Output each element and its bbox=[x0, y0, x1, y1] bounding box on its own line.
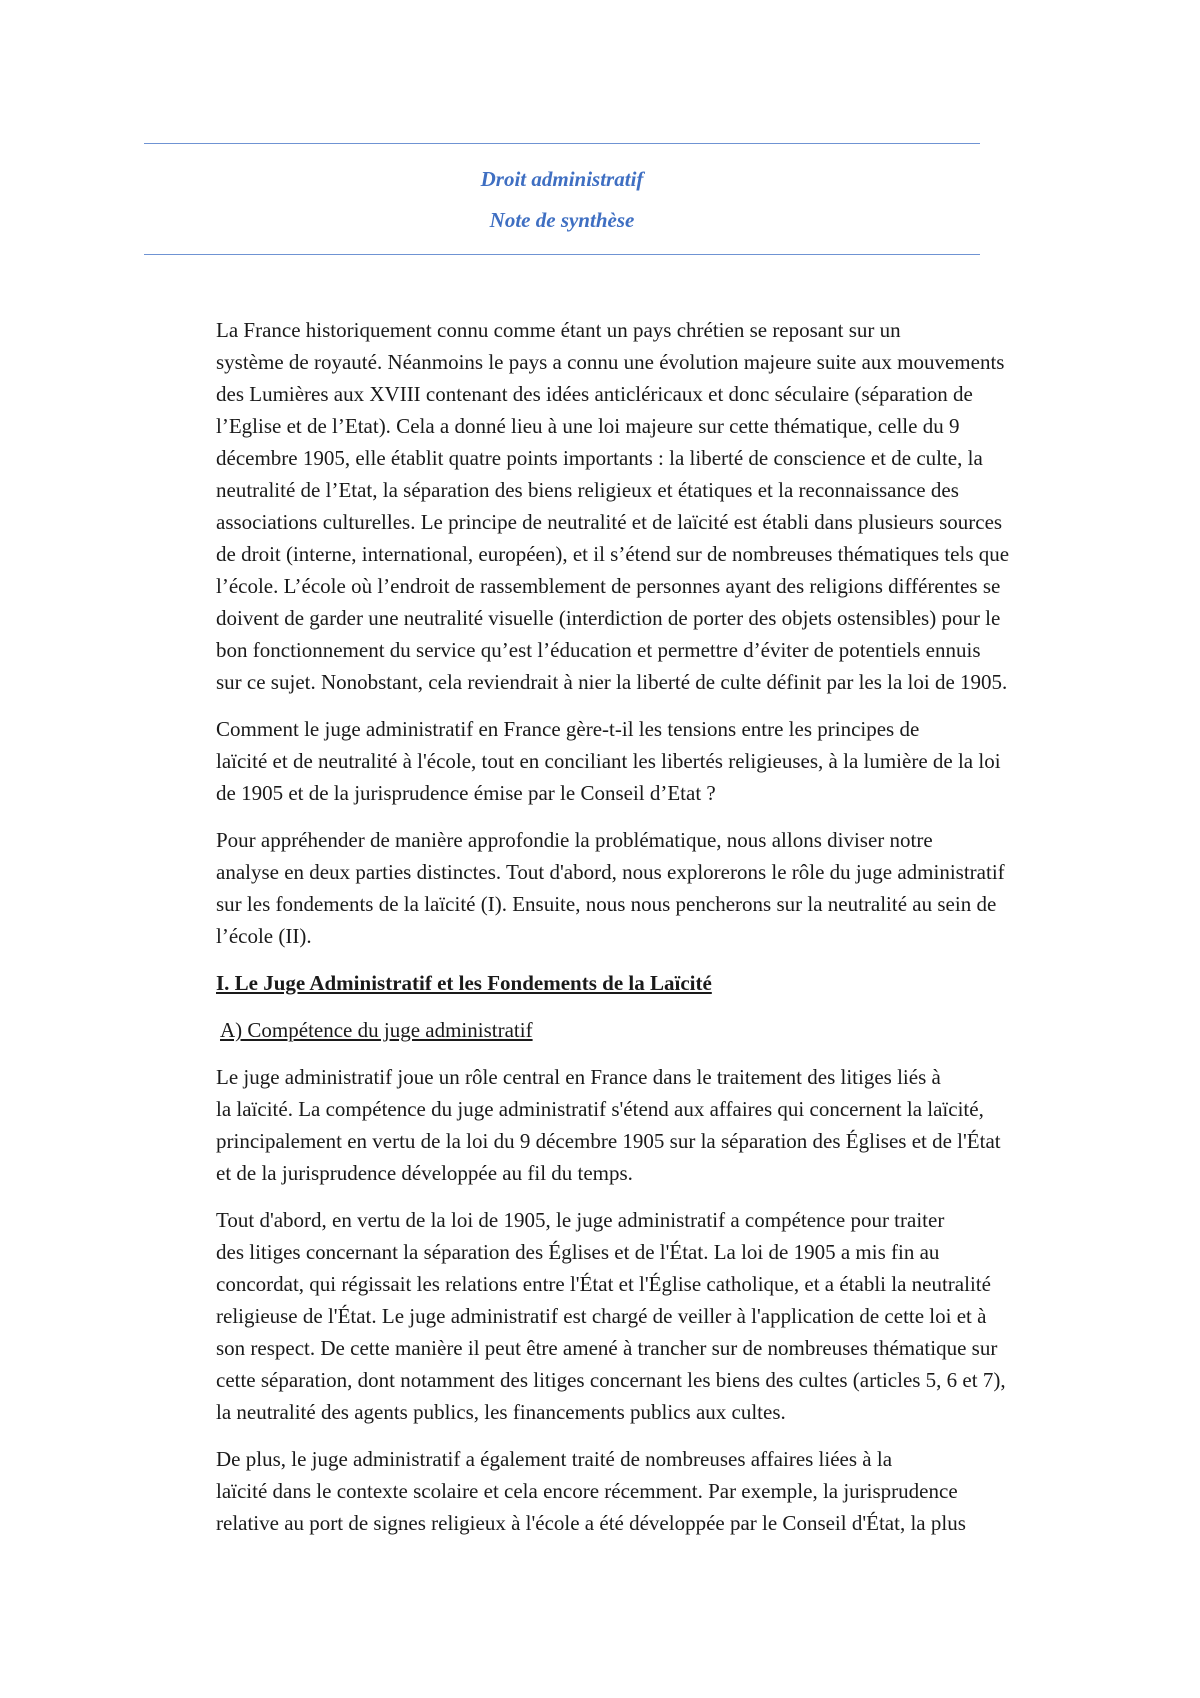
document-title: Droit administratif bbox=[480, 167, 644, 191]
plan-paragraph bbox=[144, 824, 1064, 952]
text-line: de 1905 et de la jurisprudence émise par le Conseil d’Etat ? bbox=[216, 781, 716, 805]
subsection-heading: A) Compétence du juge administratif bbox=[220, 1018, 533, 1042]
text-line: la neutralité des agents publics, les financements publics aux cultes. bbox=[216, 1400, 786, 1424]
section-paragraph bbox=[144, 1443, 1064, 1539]
header-rule-top bbox=[144, 143, 980, 144]
text-line: la laïcité. La compétence du juge administratif s'étend aux affaires qui concernent la laïcité, bbox=[216, 1097, 984, 1121]
text-line: l’école (II). bbox=[216, 924, 312, 948]
text-line: doivent de garder une neutralité visuelle (interdiction de porter des objets ostensibles) pour le bbox=[216, 606, 1001, 630]
text-line: De plus, le juge administratif a également traité de nombreuses affaires liées à la bbox=[216, 1447, 893, 1471]
text-line: principalement en vertu de la loi du 9 décembre 1905 sur la séparation des Églises et de l'État bbox=[216, 1129, 1001, 1153]
text-line: relative au port de signes religieux à l'école a été développée par le Conseil d'État, la plus bbox=[216, 1511, 966, 1535]
text-line: l’école. L’école où l’endroit de rassemblement de personnes ayant des religions différentes se bbox=[216, 574, 1001, 598]
section-heading: I. Le Juge Administratif et les Fondements de la Laïcité bbox=[216, 971, 712, 995]
section-paragraph bbox=[144, 1061, 1064, 1189]
text-line: associations culturelles. Le principe de neutralité et de laïcité est établi dans plusieurs sources bbox=[216, 510, 1003, 534]
problem-paragraph bbox=[144, 713, 1064, 809]
text-line: sur ce sujet. Nonobstant, cela reviendrait à nier la liberté de culte définit par les la loi de 1905. bbox=[216, 670, 1008, 694]
text-line: analyse en deux parties distinctes. Tout d'abord, nous explorerons le rôle du juge administratif bbox=[216, 860, 1005, 884]
text-line: Comment le juge administratif en France gère-t-il les tensions entre les principes de bbox=[216, 717, 920, 741]
intro-paragraph bbox=[144, 314, 1064, 698]
text-line: La France historiquement connu comme étant un pays chrétien se reposant sur un bbox=[216, 318, 901, 342]
section-paragraph bbox=[144, 1204, 1064, 1428]
text-line: son respect. De cette manière il peut être amené à trancher sur de nombreuses thématique sur bbox=[216, 1336, 998, 1360]
text-line: de droit (interne, international, européen), et il s’étend sur de nombreuses thématiques tels que bbox=[216, 542, 1010, 566]
text-line: des Lumières aux XVIII contenant des idées anticléricaux et donc séculaire (séparation de bbox=[216, 382, 973, 406]
text-line: Le juge administratif joue un rôle central en France dans le traitement des litiges liés à bbox=[216, 1065, 941, 1089]
text-line: décembre 1905, elle établit quatre points importants : la liberté de conscience et de culte, la bbox=[216, 446, 983, 470]
text-line: concordat, qui régissait les relations entre l'État et l'Église catholique, et a établi la neutralité bbox=[216, 1272, 991, 1296]
document-subtitle: Note de synthèse bbox=[489, 208, 635, 232]
text-line: Pour appréhender de manière approfondie la problématique, nous allons diviser notre bbox=[216, 828, 933, 852]
text-line: cette séparation, dont notamment des litiges concernant les biens des cultes (articles 5, 6 et 7), bbox=[216, 1368, 1006, 1392]
document-body bbox=[144, 314, 1064, 1554]
text-line: religieuse de l'État. Le juge administratif est chargé de veiller à l'application de cette loi et à bbox=[216, 1304, 987, 1328]
text-line: système de royauté. Néanmoins le pays a connu une évolution majeure suite aux mouvements bbox=[216, 350, 1005, 374]
text-line: laïcité et de neutralité à l'école, tout en conciliant les libertés religieuses, à la lumière de la loi bbox=[216, 749, 1001, 773]
text-line: sur les fondements de la laïcité (I). Ensuite, nous nous pencherons sur la neutralité au sein de bbox=[216, 892, 997, 916]
text-line: l’Eglise et de l’Etat). Cela a donné lieu à une loi majeure sur cette thématique, celle du 9 bbox=[216, 414, 960, 438]
header-rule-bottom bbox=[144, 254, 980, 255]
text-line: bon fonctionnement du service qu’est l’éducation et permettre d’éviter de potentiels ennuis bbox=[216, 638, 981, 662]
text-line: des litiges concernant la séparation des Églises et de l'État. La loi de 1905 a mis fin au bbox=[216, 1240, 940, 1264]
text-line: neutralité de l’Etat, la séparation des biens religieux et étatiques et la reconnaissance des bbox=[216, 478, 959, 502]
text-line: Tout d'abord, en vertu de la loi de 1905, le juge administratif a compétence pour traiter bbox=[216, 1208, 945, 1232]
text-line: laïcité dans le contexte scolaire et cela encore récemment. Par exemple, la jurisprudence bbox=[216, 1479, 958, 1503]
text-line: et de la jurisprudence développée au fil du temps. bbox=[216, 1161, 633, 1185]
